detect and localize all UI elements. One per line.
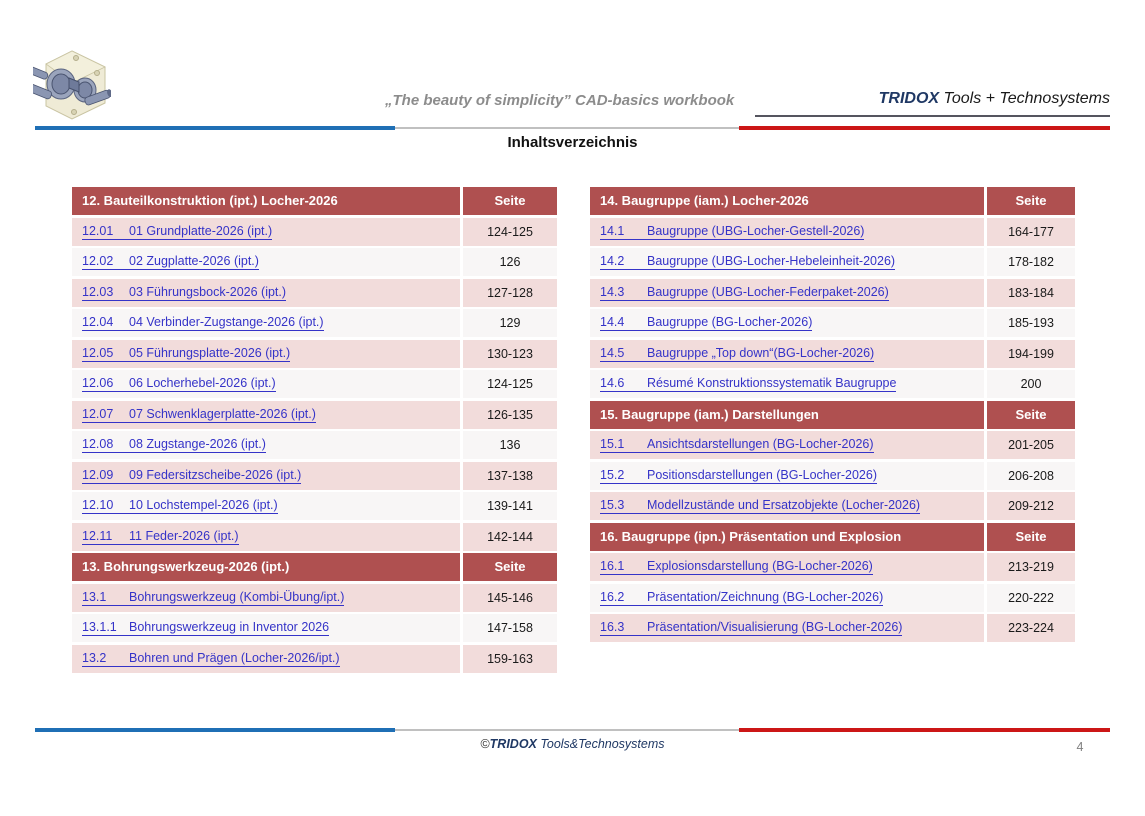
toc-link[interactable]	[82, 254, 259, 270]
seite-column-header: Seite	[460, 553, 557, 581]
cad-assembly-logo	[33, 48, 111, 122]
toc-link[interactable]	[600, 285, 889, 301]
toc-entry-cell	[590, 584, 984, 612]
toc-entry-cell	[590, 462, 984, 490]
toc-entry-number: 12.11	[82, 528, 113, 543]
toc-entry-number: 13.1	[82, 589, 107, 604]
toc-entry-number: 13.2	[82, 650, 107, 665]
footer-brand-name: TRIDOX	[489, 737, 537, 751]
footer-rule	[35, 727, 1110, 732]
toc-entry-number: 12.09	[82, 467, 114, 482]
brand-name: TRIDOX	[878, 90, 940, 107]
toc-row	[72, 370, 557, 398]
toc-row	[72, 614, 557, 642]
toc-link[interactable]	[600, 376, 896, 392]
toc-row	[590, 340, 1075, 368]
footer-copyright	[0, 737, 1145, 751]
toc-entry-label: 07 Schwenklagerplatte-2026 (ipt.)	[129, 406, 316, 421]
toc-section-header	[72, 553, 557, 581]
toc-entry-cell	[72, 279, 460, 307]
toc-entry-cell	[72, 492, 460, 520]
toc-entry-label: 06 Locherhebel-2026 (ipt.)	[129, 376, 276, 390]
toc-entry-label: 02 Zugplatte-2026 (ipt.)	[129, 254, 259, 268]
toc-entry-number: 12.07	[82, 406, 114, 421]
toc-table-left	[72, 187, 557, 673]
toc-entry-cell	[590, 248, 984, 276]
header-subtitle: „The beauty of simplicity” CAD-basics workbook	[385, 92, 735, 109]
toc-entry-cell	[72, 248, 460, 276]
page-range: 147-158	[460, 614, 557, 642]
toc-entry-label: Bohren und Prägen (Locher-2026/ipt.)	[129, 650, 340, 665]
page-range: 129	[460, 309, 557, 337]
toc-entry-cell	[590, 431, 984, 459]
toc-entry-number: 12.02	[82, 254, 114, 268]
toc-entry-number: 15.3	[600, 498, 625, 512]
toc-entry-cell	[590, 218, 984, 246]
footer-rule-blue	[35, 728, 395, 732]
brand-tagline: Tools + Technosystems	[939, 90, 1110, 107]
toc-row	[72, 645, 557, 673]
cad-assembly-logo-image	[33, 48, 111, 122]
brand-underline	[755, 115, 1110, 117]
toc-section-title: 14. Baugruppe (iam.) Locher-2026	[600, 193, 809, 208]
toc-entry-cell	[72, 584, 460, 612]
header-rule	[35, 125, 1110, 130]
toc-row	[590, 584, 1075, 612]
header-brand	[755, 90, 1110, 108]
toc-entry-label: Präsentation/Zeichnung (BG-Locher-2026)	[647, 589, 884, 604]
toc-entry-cell	[72, 370, 460, 398]
toc-entry-number: 12.01	[82, 223, 114, 238]
footer-rule-red	[739, 728, 1110, 732]
toc-section-header	[590, 187, 1075, 215]
toc-row	[72, 401, 557, 429]
toc-entry-number: 15.1	[600, 437, 625, 451]
toc-section-header	[72, 187, 557, 215]
toc-entry-label: 01 Grundplatte-2026 (ipt.)	[129, 223, 273, 238]
toc-link[interactable]	[82, 346, 290, 362]
toc-entry-number: 12.05	[82, 345, 114, 360]
page-range: 126-135	[460, 401, 557, 429]
toc-entry-label: 03 Führungsbock-2026 (ipt.)	[129, 284, 287, 299]
page-range: 145-146	[460, 584, 557, 612]
toc-entry-number: 14.5	[600, 345, 625, 360]
toc-entry-number: 16.3	[600, 620, 625, 634]
toc-link[interactable]	[600, 498, 920, 514]
toc-row	[590, 614, 1075, 642]
toc-row	[72, 248, 557, 276]
toc-entry-label: 04 Verbinder-Zugstange-2026 (ipt.)	[129, 315, 324, 329]
toc-link[interactable]	[82, 224, 272, 240]
page-range: 124-125	[460, 218, 557, 246]
toc-row	[72, 584, 557, 612]
page-range: 164-177	[984, 218, 1075, 246]
toc-row	[72, 431, 557, 459]
toc-entry-number: 12.08	[82, 437, 114, 451]
toc-row	[590, 370, 1075, 398]
toc-entry-number: 14.3	[600, 284, 625, 299]
toc-entry-label: Bohrungswerkzeug (Kombi-Übung/ipt.)	[129, 589, 345, 604]
seite-column-header: Seite	[984, 187, 1075, 215]
page-range: 223-224	[984, 614, 1075, 642]
toc-link[interactable]	[600, 590, 883, 606]
page-range: 130-123	[460, 340, 557, 368]
toc-row	[72, 340, 557, 368]
page-number: 4	[1076, 740, 1084, 754]
toc-section-header	[590, 523, 1075, 551]
header-rule-gray	[395, 127, 739, 129]
toc-row	[590, 462, 1075, 490]
toc-entry-number: 14.2	[600, 254, 625, 268]
toc-section-title: 12. Bauteilkonstruktion (ipt.) Locher-2026	[82, 193, 338, 208]
toc-link[interactable]	[82, 285, 286, 301]
toc-section-header	[590, 401, 1075, 429]
toc-section-title: 13. Bohrungswerkzeug-2026 (ipt.)	[82, 559, 290, 574]
toc-row	[590, 492, 1075, 520]
toc-entry-number: 14.1	[600, 223, 625, 238]
toc-link[interactable]	[82, 376, 276, 392]
toc-row	[590, 279, 1075, 307]
toc-entry-cell	[72, 218, 460, 246]
seite-column-header: Seite	[984, 523, 1075, 551]
toc-link[interactable]	[82, 437, 266, 453]
toc-entry-label: Ansichtsdarstellungen (BG-Locher-2026)	[647, 437, 874, 451]
toc-link[interactable]	[82, 468, 301, 484]
toc-entry-label: Modellzustände und Ersatzobjekte (Locher-2026)	[647, 498, 921, 512]
toc-entry-label: 08 Zugstange-2026 (ipt.)	[129, 437, 266, 451]
page-range: 136	[460, 431, 557, 459]
toc-entry-number: 12.06	[82, 376, 114, 390]
toc-row	[72, 492, 557, 520]
toc-link[interactable]	[82, 620, 329, 636]
toc-link[interactable]	[600, 254, 895, 270]
toc-entry-number: 14.6	[600, 376, 625, 390]
toc-entry-label: Positionsdarstellungen (BG-Locher-2026)	[647, 467, 877, 482]
page-range: 183-184	[984, 279, 1075, 307]
toc-link[interactable]	[82, 315, 324, 331]
page-range: 137-138	[460, 462, 557, 490]
toc-section-title: 15. Baugruppe (iam.) Darstellungen	[600, 406, 819, 422]
toc-link[interactable]	[600, 437, 874, 453]
page-range: 142-144	[460, 523, 557, 551]
toc-entry-cell	[72, 431, 460, 459]
page-range: 159-163	[460, 645, 557, 673]
toc-entry-label: Präsentation/Visualisierung (BG-Locher-2026)	[647, 620, 903, 634]
toc-entry-number: 15.2	[600, 467, 625, 482]
page-range: 220-222	[984, 584, 1075, 612]
toc-entry-cell	[590, 492, 984, 520]
toc-entry-label: Baugruppe (UBG-Locher-Federpaket-2026)	[647, 284, 889, 299]
toc-entry-label: Baugruppe „Top down“(BG-Locher-2026)	[647, 345, 875, 360]
toc-entry-cell	[590, 370, 984, 398]
toc-entry-number: 14.4	[600, 315, 625, 329]
toc-entry-cell	[72, 309, 460, 337]
page-title: Inhaltsverzeichnis	[507, 134, 638, 151]
header-rule-red	[739, 126, 1110, 130]
toc-link[interactable]	[600, 620, 902, 636]
page-range: 178-182	[984, 248, 1075, 276]
toc-entry-number: 12.10	[82, 498, 114, 512]
toc-row	[590, 553, 1075, 581]
toc-row	[590, 309, 1075, 337]
toc-link[interactable]	[600, 315, 812, 331]
toc-row	[590, 431, 1075, 459]
page-range: 201-205	[984, 431, 1075, 459]
toc-entry-cell	[590, 614, 984, 642]
toc-entry-cell	[72, 614, 460, 642]
toc-link[interactable]	[82, 407, 316, 423]
toc-entry-label: Baugruppe (UBG-Locher-Hebeleinheit-2026)	[647, 254, 896, 268]
toc-section-title: 16. Baugruppe (ipn.) Präsentation und Explosion	[600, 528, 902, 544]
toc-entry-cell	[72, 645, 460, 673]
toc-link[interactable]	[82, 651, 340, 667]
toc-row	[72, 462, 557, 490]
toc-entry-cell	[72, 462, 460, 490]
page-range: 200	[984, 370, 1075, 398]
toc-entry-label: 11 Feder-2026 (ipt.)	[129, 528, 239, 543]
page-range: 213-219	[984, 553, 1075, 581]
toc-entry-label: Résumé Konstruktionssystematik Baugruppe	[647, 376, 897, 390]
toc-link[interactable]	[82, 529, 239, 545]
toc-link[interactable]	[600, 224, 864, 240]
page-range: 209-212	[984, 492, 1075, 520]
toc-entry-cell	[590, 340, 984, 368]
seite-column-header: Seite	[460, 187, 557, 215]
page-range: 127-128	[460, 279, 557, 307]
toc-entry-cell	[590, 279, 984, 307]
toc-entry-label: Explosionsdarstellung (BG-Locher-2026)	[647, 559, 873, 573]
toc-row	[590, 248, 1075, 276]
copyright-symbol: ©	[480, 737, 490, 751]
toc-table-right	[590, 187, 1075, 642]
page-range: 124-125	[460, 370, 557, 398]
seite-column-header: Seite	[984, 401, 1075, 429]
toc-entry-number: 12.04	[82, 315, 114, 329]
toc-entry-number: 13.1.1	[82, 620, 117, 634]
toc-entry-label: 10 Lochstempel-2026 (ipt.)	[129, 498, 278, 512]
header-rule-blue	[35, 126, 395, 130]
toc-entry-label: Baugruppe (BG-Locher-2026)	[647, 315, 813, 329]
toc-link[interactable]	[82, 590, 344, 606]
toc-row	[72, 309, 557, 337]
page-range: 194-199	[984, 340, 1075, 368]
page-range: 126	[460, 248, 557, 276]
toc-link[interactable]	[600, 346, 874, 362]
footer-brand-tagline: Tools&Technosystems	[536, 737, 665, 751]
toc-entry-number: 16.1	[600, 559, 625, 573]
toc-entry-cell	[72, 340, 460, 368]
toc-row	[72, 279, 557, 307]
toc-entry-cell	[72, 401, 460, 429]
page-range: 185-193	[984, 309, 1075, 337]
footer-rule-gray	[395, 729, 739, 731]
toc-entry-cell	[590, 309, 984, 337]
page-range: 139-141	[460, 492, 557, 520]
toc-entry-number: 12.03	[82, 284, 114, 299]
toc-row	[72, 523, 557, 551]
toc-entry-label: 09 Federsitzscheibe-2026 (ipt.)	[129, 467, 302, 482]
toc-row	[72, 218, 557, 246]
page-range: 206-208	[984, 462, 1075, 490]
toc-link[interactable]	[600, 468, 877, 484]
toc-row	[590, 218, 1075, 246]
toc-entry-cell	[590, 553, 984, 581]
toc-entry-label: 05 Führungsplatte-2026 (ipt.)	[129, 345, 291, 360]
toc-entry-label: Bohrungswerkzeug in Inventor 2026	[129, 620, 330, 634]
toc-link[interactable]	[600, 559, 873, 575]
toc-entry-number: 16.2	[600, 589, 625, 604]
toc-entry-label: Baugruppe (UBG-Locher-Gestell-2026)	[647, 223, 865, 238]
toc-entry-cell	[72, 523, 460, 551]
toc-link[interactable]	[82, 498, 278, 514]
